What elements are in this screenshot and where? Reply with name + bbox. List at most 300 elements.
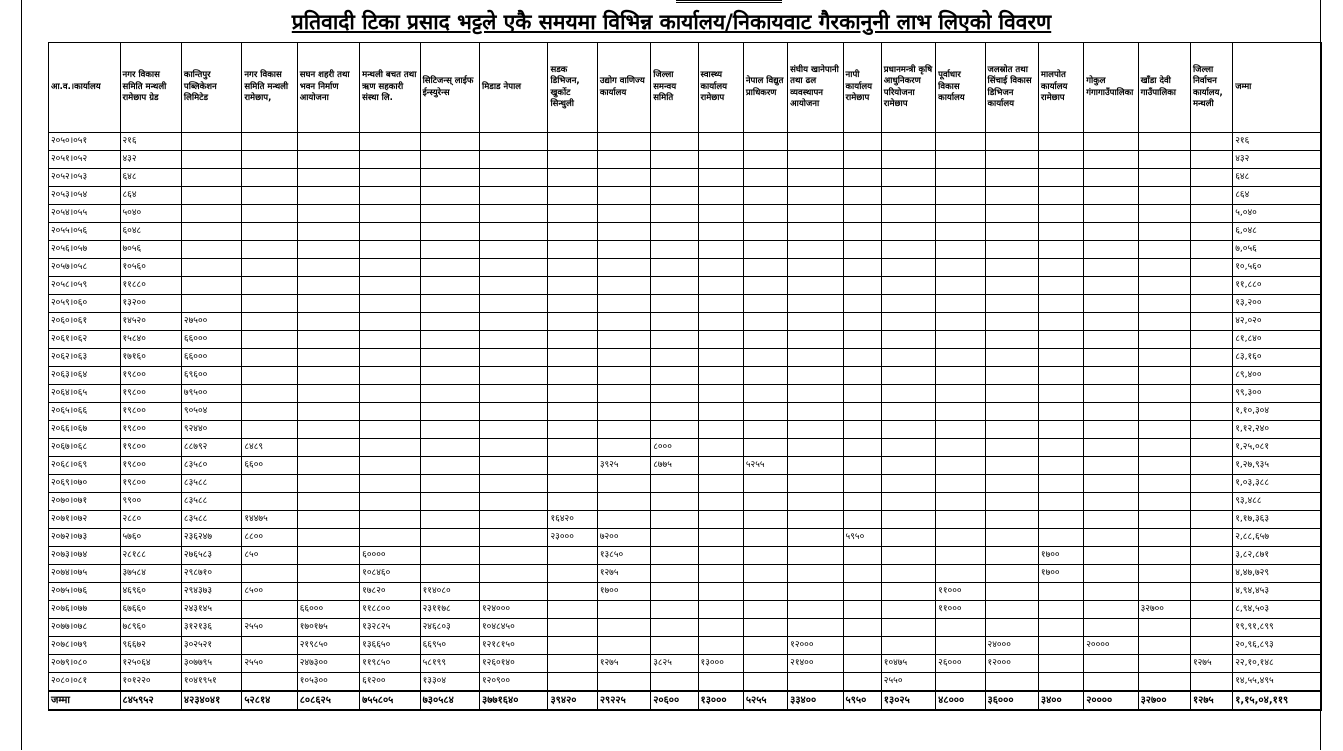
table-cell <box>843 205 881 223</box>
table-cell: १०४७५ <box>881 655 935 673</box>
table-cell <box>843 295 881 313</box>
table-cell: १२४००० <box>480 601 548 619</box>
row-total-cell: २०,९६,८९३ <box>1233 637 1322 655</box>
table-cell <box>1138 655 1190 673</box>
row-total-cell: ९३,४८८ <box>1233 493 1322 511</box>
table-cell <box>1138 295 1190 313</box>
table-cell <box>181 223 241 241</box>
table-cell <box>843 637 881 655</box>
table-cell <box>881 547 935 565</box>
table-row <box>49 619 1322 637</box>
table-cell <box>597 637 650 655</box>
table-row <box>49 187 1322 205</box>
table-cell <box>881 619 935 637</box>
total-cell: १३०२५ <box>881 691 935 710</box>
table-cell <box>360 421 420 439</box>
fiscal-year-cell: २०५७।०५८ <box>49 259 121 277</box>
table-cell <box>1084 187 1138 205</box>
row-total-cell: २,८८,६५७ <box>1233 529 1322 547</box>
table-cell <box>788 673 843 692</box>
table-cell <box>1190 385 1232 403</box>
table-cell <box>881 439 935 457</box>
table-cell <box>788 565 843 583</box>
table-cell <box>1138 637 1190 655</box>
table-cell <box>1084 331 1138 349</box>
column-header: खाँडा देवी गाउँपालिका <box>1138 43 1190 133</box>
table-cell <box>1038 637 1083 655</box>
total-cell: ३२७०० <box>1138 691 1190 710</box>
table-cell <box>597 601 650 619</box>
table-cell <box>297 511 359 529</box>
table-cell: ८८७९२ <box>181 439 241 457</box>
table-cell <box>881 187 935 205</box>
table-cell <box>597 619 650 637</box>
table-cell <box>597 169 650 187</box>
column-header: मन्थली बचत तथा ऋण सहकारी संस्था लि. <box>360 43 420 133</box>
table-cell: ६६०० <box>242 457 297 475</box>
table-row <box>49 637 1322 655</box>
table-cell <box>548 367 597 385</box>
table-cell <box>297 385 359 403</box>
table-cell <box>1084 511 1138 529</box>
table-cell <box>936 313 985 331</box>
table-cell <box>548 457 597 475</box>
table-cell <box>181 277 241 295</box>
table-cell <box>698 673 743 692</box>
table-cell <box>1190 547 1232 565</box>
table-cell <box>597 385 650 403</box>
table-cell <box>936 547 985 565</box>
table-cell <box>936 403 985 421</box>
table-cell <box>360 511 420 529</box>
table-cell <box>743 187 787 205</box>
table-cell <box>1084 457 1138 475</box>
table-cell <box>881 583 935 601</box>
table-cell <box>651 223 698 241</box>
table-cell <box>1138 169 1190 187</box>
table-cell: २८१८८ <box>120 547 181 565</box>
table-cell: ८३५८८ <box>181 511 241 529</box>
table-cell <box>480 547 548 565</box>
total-cell: ५२५५ <box>743 691 787 710</box>
table-cell <box>297 223 359 241</box>
table-cell <box>242 295 297 313</box>
table-cell: १४५२० <box>120 313 181 331</box>
table-cell <box>936 673 985 692</box>
table-cell <box>1138 241 1190 259</box>
table-cell <box>698 277 743 295</box>
table-cell <box>698 385 743 403</box>
table-cell <box>1038 421 1083 439</box>
table-cell <box>597 205 650 223</box>
table-cell <box>881 151 935 169</box>
table-cell <box>360 331 420 349</box>
table-cell <box>788 313 843 331</box>
table-cell <box>788 187 843 205</box>
table-cell <box>843 151 881 169</box>
fiscal-year-cell: २०६०।०६१ <box>49 313 121 331</box>
fiscal-year-cell: २०५८।०५९ <box>49 277 121 295</box>
row-total-cell: ४२,०२० <box>1233 313 1322 331</box>
table-cell: ६६००० <box>297 601 359 619</box>
table-cell <box>743 511 787 529</box>
total-cell: ५९५० <box>843 691 881 710</box>
table-cell <box>1190 133 1232 151</box>
table-cell <box>698 403 743 421</box>
table-cell <box>597 295 650 313</box>
table-cell <box>936 349 985 367</box>
table-cell: ८८०० <box>242 529 297 547</box>
table-cell <box>1190 313 1232 331</box>
table-cell <box>181 241 241 259</box>
table-cell <box>1190 223 1232 241</box>
table-cell <box>881 349 935 367</box>
table-row <box>49 241 1322 259</box>
total-cell: ३३४०० <box>788 691 843 710</box>
row-total-cell: ९९,३०० <box>1233 385 1322 403</box>
table-cell <box>1084 619 1138 637</box>
table-cell <box>297 133 359 151</box>
column-header: नगर विकास समिति मन्थली रामेछाप, <box>242 43 297 133</box>
table-cell <box>698 133 743 151</box>
table-cell <box>597 673 650 692</box>
table-cell <box>360 169 420 187</box>
table-cell <box>1084 385 1138 403</box>
table-cell <box>597 277 650 295</box>
table-cell <box>1038 601 1083 619</box>
table-cell <box>242 421 297 439</box>
table-cell <box>985 547 1038 565</box>
fiscal-year-cell: २०६४।०६५ <box>49 385 121 403</box>
table-cell <box>936 367 985 385</box>
table-cell <box>651 583 698 601</box>
table-cell <box>743 133 787 151</box>
table-cell <box>843 259 881 277</box>
table-cell <box>597 439 650 457</box>
table-cell <box>360 439 420 457</box>
table-cell <box>480 241 548 259</box>
table-cell <box>651 151 698 169</box>
table-cell <box>843 385 881 403</box>
table-cell: १०५६० <box>120 259 181 277</box>
table-cell: ८६४ <box>120 187 181 205</box>
table-cell <box>843 241 881 259</box>
table-cell <box>548 421 597 439</box>
table-cell <box>743 565 787 583</box>
table-cell: ६०४८ <box>120 223 181 241</box>
table-row <box>49 475 1322 493</box>
table-cell: ६६९५० <box>420 637 479 655</box>
table-cell <box>1138 673 1190 692</box>
column-header: जिल्ला निर्वाचन कार्यालय, मन्थली <box>1190 43 1232 133</box>
table-cell <box>1190 457 1232 475</box>
table-cell <box>480 331 548 349</box>
table-cell <box>843 349 881 367</box>
table-cell <box>698 475 743 493</box>
fiscal-year-cell: २०५९।०६० <box>49 295 121 313</box>
table-cell: ११८८० <box>120 277 181 295</box>
table-cell <box>743 601 787 619</box>
table-cell <box>1138 367 1190 385</box>
table-cell <box>936 151 985 169</box>
table-cell <box>698 439 743 457</box>
total-cell: १२७५ <box>1190 691 1232 710</box>
table-cell: ५८१९९ <box>420 655 479 673</box>
table-cell <box>548 655 597 673</box>
row-total-cell: १३,२०० <box>1233 295 1322 313</box>
table-cell <box>843 511 881 529</box>
table-cell <box>843 133 881 151</box>
fiscal-year-cell: २०५०।०५१ <box>49 133 121 151</box>
table-cell <box>936 637 985 655</box>
table-cell <box>698 565 743 583</box>
row-total-cell: १,२७,९३५ <box>1233 457 1322 475</box>
table-cell <box>1084 493 1138 511</box>
total-cell: ३६००० <box>985 691 1038 710</box>
table-cell <box>788 601 843 619</box>
column-header: संघीय खानेपानी तथा ढल व्यवस्थापन आयोजना <box>788 43 843 133</box>
table-cell <box>985 529 1038 547</box>
table-cell <box>985 457 1038 475</box>
row-total-cell: ४,४७,७२९ <box>1233 565 1322 583</box>
table-cell <box>420 475 479 493</box>
table-cell <box>1138 151 1190 169</box>
column-header: जलस्रोत तथा सिंचाई विकास डिभिजन कार्यालय <box>985 43 1038 133</box>
fiscal-year-cell: २०६२।०६३ <box>49 349 121 367</box>
table-cell <box>242 205 297 223</box>
table-cell: १०५३०० <box>297 673 359 692</box>
table-cell <box>788 403 843 421</box>
table-cell: ११९८५० <box>360 655 420 673</box>
table-cell <box>985 187 1038 205</box>
table-cell: १३००० <box>698 655 743 673</box>
table-cell <box>881 313 935 331</box>
table-cell <box>297 367 359 385</box>
table-cell <box>420 457 479 475</box>
row-total-cell: २२,१०,१४८ <box>1233 655 1322 673</box>
table-cell: १९८०० <box>120 421 181 439</box>
table-cell <box>1138 385 1190 403</box>
table-cell: १९८०० <box>120 475 181 493</box>
table-cell: २१४०० <box>788 655 843 673</box>
table-cell <box>1038 205 1083 223</box>
table-cell <box>936 205 985 223</box>
table-cell <box>1190 259 1232 277</box>
table-cell: ११८८०० <box>360 601 420 619</box>
table-cell <box>936 421 985 439</box>
table-cell <box>936 187 985 205</box>
table-cell <box>297 277 359 295</box>
table-cell <box>843 475 881 493</box>
table-cell <box>743 403 787 421</box>
table-cell <box>743 493 787 511</box>
table-cell: २७५०० <box>181 313 241 331</box>
table-cell <box>698 331 743 349</box>
table-cell <box>242 637 297 655</box>
table-cell <box>843 331 881 349</box>
table-cell <box>651 529 698 547</box>
table-cell <box>420 547 479 565</box>
table-cell <box>1038 403 1083 421</box>
row-total-cell: १,२५,०८१ <box>1233 439 1322 457</box>
table-cell <box>1084 403 1138 421</box>
table-cell <box>788 547 843 565</box>
table-cell: १२६०१४० <box>480 655 548 673</box>
table-cell <box>843 583 881 601</box>
table-row <box>49 457 1322 475</box>
table-cell <box>985 367 1038 385</box>
table-cell <box>936 457 985 475</box>
table-cell <box>1084 475 1138 493</box>
table-cell: ५९५० <box>843 529 881 547</box>
table-cell <box>651 673 698 692</box>
table-cell <box>788 349 843 367</box>
table-cell: १७०० <box>1038 547 1083 565</box>
table-cell <box>297 457 359 475</box>
table-cell <box>597 349 650 367</box>
table-cell: १०४८४५० <box>480 619 548 637</box>
table-cell <box>651 295 698 313</box>
table-cell <box>1084 439 1138 457</box>
table-cell <box>360 475 420 493</box>
table-cell <box>698 511 743 529</box>
table-cell <box>651 187 698 205</box>
table-cell: ७८९६० <box>120 619 181 637</box>
total-cell: २९२२५ <box>597 691 650 710</box>
table-cell <box>881 223 935 241</box>
table-cell <box>936 223 985 241</box>
table-row <box>49 511 1322 529</box>
table-cell: ६६००० <box>181 331 241 349</box>
table-cell <box>1190 439 1232 457</box>
table-cell <box>698 619 743 637</box>
table-cell <box>420 169 479 187</box>
table-cell: १९८०० <box>120 403 181 421</box>
table-cell <box>1084 223 1138 241</box>
column-header: गोकुल गंगागाउँपालिका <box>1084 43 1138 133</box>
table-cell <box>651 133 698 151</box>
table-cell <box>1190 241 1232 259</box>
row-total-cell: ८१,८४० <box>1233 331 1322 349</box>
table-cell <box>1038 367 1083 385</box>
row-total-cell: ८३,१६० <box>1233 349 1322 367</box>
column-header: आ.व.।कार्यालय <box>49 43 121 133</box>
row-total-cell: ५,०४० <box>1233 205 1322 223</box>
table-cell: १३८५० <box>597 547 650 565</box>
table-cell <box>360 223 420 241</box>
column-header: उद्योग वाणिज्य कार्यालय <box>597 43 650 133</box>
table-cell: २१९८५० <box>297 637 359 655</box>
table-cell <box>985 421 1038 439</box>
table-cell <box>698 493 743 511</box>
table-cell <box>242 367 297 385</box>
table-cell: २०००० <box>1084 637 1138 655</box>
table-cell <box>651 601 698 619</box>
table-cell <box>985 259 1038 277</box>
table-cell: १९८०० <box>120 457 181 475</box>
table-cell <box>420 529 479 547</box>
table-cell <box>548 385 597 403</box>
table-cell <box>985 169 1038 187</box>
fiscal-year-cell: २०६३।०६४ <box>49 367 121 385</box>
table-cell <box>297 313 359 331</box>
table-cell: ८३५८० <box>181 457 241 475</box>
table-cell <box>297 349 359 367</box>
table-cell <box>548 277 597 295</box>
table-cell <box>420 259 479 277</box>
table-cell <box>788 259 843 277</box>
table-cell <box>480 169 548 187</box>
table-cell <box>788 367 843 385</box>
total-cell: ५२८१४ <box>242 691 297 710</box>
table-cell: ९९०० <box>120 493 181 511</box>
table-cell <box>297 205 359 223</box>
table-cell: ६४८ <box>120 169 181 187</box>
table-cell <box>242 187 297 205</box>
table-cell <box>242 169 297 187</box>
table-cell <box>936 493 985 511</box>
table-cell: ३१२१३६ <box>181 619 241 637</box>
row-total-cell: १०,५६० <box>1233 259 1322 277</box>
row-total-cell: ६,०४८ <box>1233 223 1322 241</box>
table-row <box>49 151 1322 169</box>
table-cell: १९८०० <box>120 439 181 457</box>
table-cell <box>420 241 479 259</box>
table-cell <box>480 403 548 421</box>
table-cell <box>1084 295 1138 313</box>
table-cell <box>1038 331 1083 349</box>
row-total-cell: १,०३,३८८ <box>1233 475 1322 493</box>
table-cell <box>788 277 843 295</box>
table-cell <box>242 601 297 619</box>
total-cell: ४८००० <box>936 691 985 710</box>
table-cell: ४३२ <box>120 151 181 169</box>
table-cell <box>1038 511 1083 529</box>
table-cell <box>181 133 241 151</box>
table-cell <box>420 403 479 421</box>
total-cell: ७५५८०५ <box>360 691 420 710</box>
table-cell: १७०१७५ <box>297 619 359 637</box>
table-cell <box>743 547 787 565</box>
table-row <box>49 349 1322 367</box>
table-cell <box>480 565 548 583</box>
table-cell <box>480 457 548 475</box>
table-cell <box>1084 529 1138 547</box>
table-cell: १७०० <box>597 583 650 601</box>
table-cell <box>480 385 548 403</box>
table-cell <box>788 421 843 439</box>
table-cell <box>788 385 843 403</box>
table-cell <box>297 439 359 457</box>
table-row <box>49 583 1322 601</box>
table-cell: २६००० <box>936 655 985 673</box>
table-cell <box>181 205 241 223</box>
total-cell: ४२३४०४१ <box>181 691 241 710</box>
table-cell <box>651 403 698 421</box>
table-cell <box>698 421 743 439</box>
table-cell <box>743 295 787 313</box>
table-cell <box>1084 241 1138 259</box>
total-cell: १३००० <box>698 691 743 710</box>
table-cell <box>1190 205 1232 223</box>
table-cell <box>548 331 597 349</box>
table-cell <box>420 331 479 349</box>
table-cell <box>743 241 787 259</box>
table-cell <box>843 313 881 331</box>
table-cell <box>651 205 698 223</box>
table-cell <box>360 241 420 259</box>
table-cell <box>1038 259 1083 277</box>
